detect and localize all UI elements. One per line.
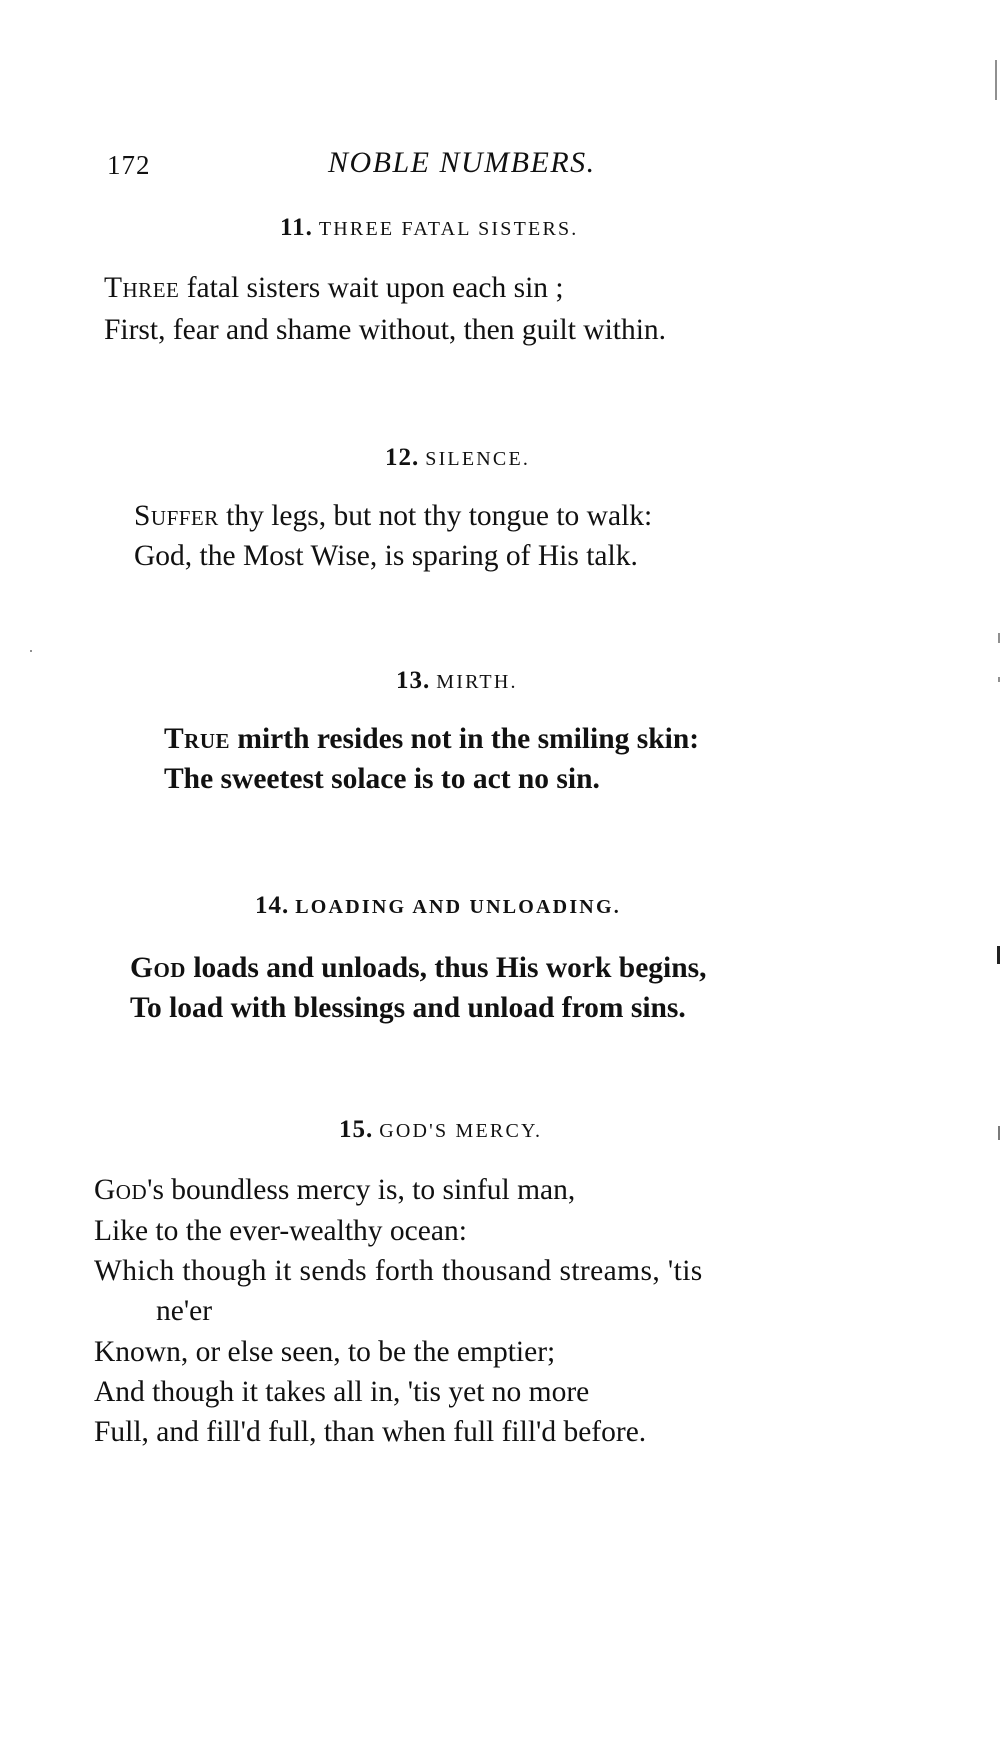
poem-line [94, 1336, 555, 1369]
line-text: Known, or else seen, to be the emptier; [94, 1336, 556, 1368]
line-text: fatal sisters wait upon each sin ; [179, 272, 564, 304]
initial-word: God [130, 952, 186, 984]
line-text: loads and unloads, thus His work begins, [185, 952, 707, 984]
scan-speck [30, 650, 32, 652]
poem-number: 11. [280, 214, 313, 241]
scan-edge-mark [998, 677, 1000, 682]
poem-line [164, 723, 699, 756]
page-number: 172 [107, 150, 151, 180]
running-title: NOBLE NUMBERS. [328, 146, 596, 179]
initial-word: Suffer [134, 500, 219, 532]
line-text: 's boundless mercy is, to sinful man, [147, 1174, 576, 1206]
line-text: First, fear and shame without, then guilt within. [104, 314, 667, 346]
line-text: The sweetest solace is to act no sin. [164, 763, 600, 795]
poem-number: 15. [339, 1116, 374, 1143]
poem-title-13 [396, 667, 518, 695]
initial-word: True [164, 723, 231, 755]
scan-edge-mark [997, 946, 1000, 964]
poem-line [94, 1255, 703, 1288]
poem-line [94, 1416, 646, 1449]
poem-line [164, 763, 600, 796]
poem-title-text: THREE FATAL SISTERS. [318, 218, 579, 240]
line-text: Which though it sends forth thousand streams, 'tis [94, 1255, 703, 1287]
line-text: Full, and fill'd full, than when full fill'd before. [94, 1416, 647, 1448]
line-text: Like to the ever-wealthy ocean: [94, 1215, 467, 1247]
poem-title-11 [280, 214, 579, 242]
poem-line [130, 952, 707, 985]
poem-title-text: LOADING AND UNLOADING. [295, 896, 621, 918]
poem-title-text: SILENCE. [425, 448, 531, 470]
line-text: mirth resides not in the smiling skin: [230, 723, 700, 755]
poem-title-14 [255, 892, 621, 920]
poem-line [104, 272, 564, 305]
poem-line-continuation [156, 1295, 212, 1328]
poem-line [130, 992, 686, 1025]
initial-word: God [94, 1174, 148, 1206]
initial-word: Three [104, 272, 180, 304]
poem-line [94, 1376, 589, 1409]
line-text: thy legs, but not thy tongue to walk: [218, 500, 653, 532]
line-text: ne'er [156, 1295, 213, 1327]
poem-number: 14. [255, 892, 290, 919]
scan-edge-mark [998, 633, 1000, 643]
scan-edge-mark [995, 60, 997, 100]
poem-line [134, 500, 652, 533]
poem-line [94, 1174, 575, 1207]
poem-number: 13. [396, 667, 431, 694]
poem-line [104, 314, 666, 347]
poem-title-12 [385, 444, 530, 472]
poem-number: 12. [385, 444, 420, 471]
scan-edge-mark [998, 1126, 1000, 1140]
poem-title-text: MIRTH. [436, 671, 518, 693]
poem-line [134, 540, 638, 573]
line-text: God, the Most Wise, is sparing of His talk. [134, 540, 638, 572]
line-text: To load with blessings and unload from sins. [130, 992, 686, 1024]
line-text: And though it takes all in, 'tis yet no more [94, 1376, 590, 1408]
poem-title-text: GOD'S MERCY. [379, 1120, 543, 1142]
poem-title-15 [339, 1116, 542, 1144]
poem-line [94, 1215, 467, 1248]
